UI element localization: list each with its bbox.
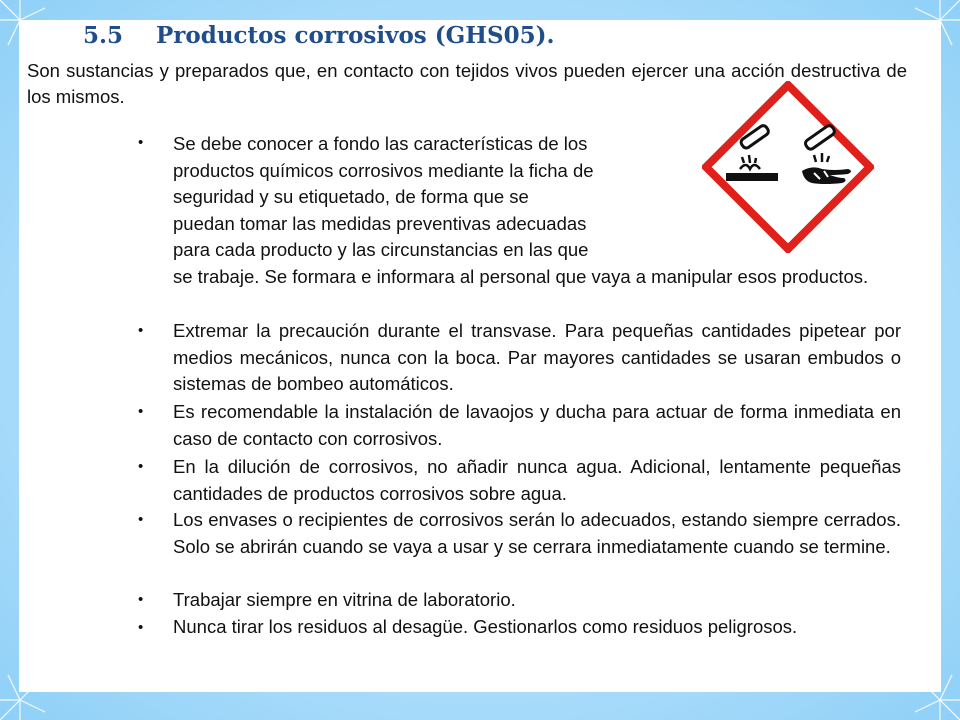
ghs05-corrosive-icon [702, 81, 874, 253]
document-page [19, 20, 941, 692]
list-item-line: puedan tomar las medidas preventivas adecuadas [173, 212, 587, 234]
intro-paragraph: Son sustancias y preparados que, en contacto con tejidos vivos pueden ejercer una acción destructiva de los mismos. [27, 60, 907, 107]
bullet-marker: • [138, 511, 144, 528]
list-item: Es recomendable la instalación de lavaojos y ducha para actuar de forma inmediata en caso de contacto con corrosivos. [173, 401, 901, 449]
list-item [173, 131, 703, 264]
bullet-marker: • [138, 619, 144, 636]
bullet-marker: • [138, 322, 144, 339]
list-item: Nunca tirar los residuos al desagüe. Gestionarlos como residuos peligrosos. [173, 616, 798, 637]
list-item-line: Se debe conocer a fondo las características de los [173, 133, 588, 154]
list-item-line: productos químicos corrosivos mediante la ficha de [173, 159, 594, 181]
list-item-continuation: se trabaje. Se formara e informara al personal que vaya a manipular esos productos. [173, 266, 869, 287]
list-item: Los envases o recipientes de corrosivos serán lo adecuados, estando siempre cerrados. Solo se abrirán cuando se vaya a usar y se cerrara inmediatamente cuando se termine. [173, 509, 901, 557]
bullet-marker: • [138, 458, 144, 475]
list-item-line: seguridad y su etiquetado, de forma que se [173, 186, 529, 208]
list-item: Trabajar siempre en vitrina de laboratorio. [173, 589, 516, 610]
section-heading [83, 22, 555, 49]
bullet-marker: • [138, 591, 144, 608]
list-item-line: para cada producto y las circunstancias en las que [173, 239, 589, 261]
bullet-marker: • [138, 134, 144, 151]
section-number: 5.5 [83, 22, 124, 49]
section-title: Productos corrosivos (GHS05). [156, 22, 555, 49]
list-item: Extremar la precaución durante el transvase. Para pequeñas cantidades pipetear por medios mecánicos, nunca con la boca. Par mayores cantidades se usaran embudos o sistemas de bombeo automáticos. [173, 320, 901, 395]
list-item: En la dilución de corrosivos, no añadir nunca agua. Adicional, lentamente pequeñas cantidades de productos corrosivos sobre agua. [173, 456, 901, 504]
bullet-marker: • [138, 403, 144, 420]
